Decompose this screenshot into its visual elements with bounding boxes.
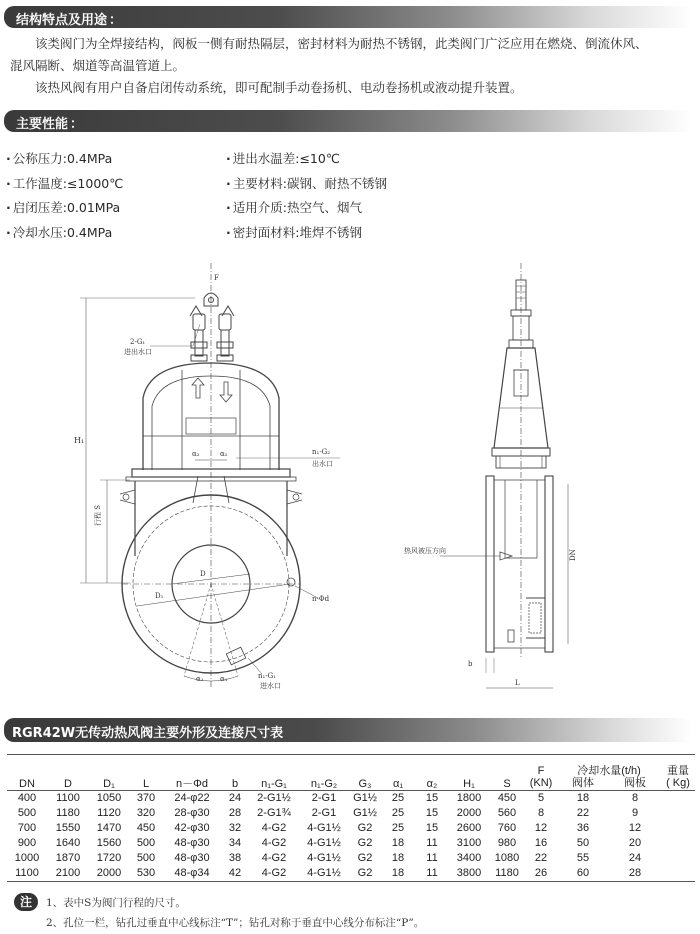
table-cell: 22 xyxy=(576,806,590,819)
label-stroke-S: 行程 S xyxy=(94,504,102,526)
label-DN: DN xyxy=(569,549,577,561)
performance-item: · 公称压力:0.4MPa xyxy=(6,147,123,172)
performance-item: · 适用介质:热空气、烟气 xyxy=(226,196,387,221)
sub-header: 阀板 xyxy=(624,776,646,789)
col-header: L xyxy=(142,777,150,790)
label-D: D xyxy=(200,570,206,578)
label-L: L xyxy=(515,679,520,687)
col-header: D xyxy=(64,777,72,790)
table-cell: 2000 xyxy=(456,806,482,819)
col-header: α₂ xyxy=(426,777,438,790)
table-cell: 2-G1¾ xyxy=(257,806,291,819)
label-F: F xyxy=(214,274,219,282)
table-cell: 42 xyxy=(228,866,242,879)
performance-left-column xyxy=(6,147,123,245)
table-header-bar xyxy=(4,718,692,742)
table-cell: 18 xyxy=(391,866,405,879)
table-cell: 1870 xyxy=(55,851,81,864)
col-header: G₃ xyxy=(358,777,372,790)
performance-item: · 进出水温差:≤10℃ xyxy=(226,147,387,172)
table-cell: 4-G1½ xyxy=(307,821,341,834)
note-badge: 注 xyxy=(14,893,38,911)
table-cell: 11 xyxy=(426,851,438,864)
table-cell: 34 xyxy=(228,836,242,849)
table-cell: 3800 xyxy=(456,866,482,879)
table-cell: 48-φ30 xyxy=(174,851,210,864)
performance-item: · 密封面材料:堆焊不锈钢 xyxy=(226,221,387,246)
table-cell: 25 xyxy=(391,791,405,804)
section-colon: ： xyxy=(70,117,85,132)
table-cell: 4-G1½ xyxy=(307,866,341,879)
table-cell: 2-G1 xyxy=(311,806,337,819)
label-H1: H₁ xyxy=(74,436,85,445)
structure-paragraph-2 xyxy=(10,77,690,99)
valve-technical-drawing xyxy=(0,258,700,708)
table-cell: 1180 xyxy=(56,806,80,819)
table-cell: 1550 xyxy=(55,821,81,834)
table-cell: 2-G1 xyxy=(311,791,337,804)
table-cell: G2 xyxy=(357,821,373,834)
table-cell: 500 xyxy=(136,851,156,864)
note-line-2: 2、孔位一栏，钻孔过垂直中心线标注“T”；钻孔对称于垂直中心线分布标注“P”。 xyxy=(46,917,425,929)
table-cell: 370 xyxy=(136,791,156,804)
table-cell: 8 xyxy=(537,806,545,819)
table-cell: 25 xyxy=(391,821,405,834)
table-cell: 48-φ30 xyxy=(174,836,210,849)
label-n1-G2: n₁-G₂ xyxy=(312,448,331,456)
table-cell: 1120 xyxy=(97,806,121,819)
table-cell: 320 xyxy=(136,806,156,819)
paragraph-line: 该类阀门为全焊接结构，阀板一侧有耐热隔层，密封材料为耐热不锈钢，此类阀门广泛应用在燃烧、倒流休风、 xyxy=(35,36,648,51)
col-header: α₁ xyxy=(392,777,404,790)
table-cell: 50 xyxy=(576,836,590,849)
table-cell: 32 xyxy=(228,821,242,834)
table-cell: 450 xyxy=(136,821,156,834)
table-cell: 4-G2 xyxy=(261,836,287,849)
table-cell: 2000 xyxy=(96,866,122,879)
table-cell: 9 xyxy=(631,806,639,819)
col-header: H₁ xyxy=(463,777,475,790)
table-cell: 26 xyxy=(534,866,548,879)
col-header: F xyxy=(537,764,545,777)
paragraph-line: 该热风阀有用户自备启闭传动系统，即可配制手动卷扬机、电动卷扬机或液动提升装置。 xyxy=(35,80,523,95)
label-inlet-outlet: 进出水口 xyxy=(124,348,152,356)
table-cell: 48-φ34 xyxy=(174,866,210,879)
table-row xyxy=(7,806,695,821)
table-cell: 11 xyxy=(426,866,438,879)
structure-paragraph-1-cont xyxy=(10,55,690,77)
table-cell: 980 xyxy=(497,836,517,849)
table-cell: G1½ xyxy=(353,791,377,804)
label-b: b xyxy=(468,660,473,668)
label-hot-air-direction: 热风被压方向 xyxy=(404,547,446,555)
table-cell: 28 xyxy=(628,866,642,879)
label-outlet: 出水口 xyxy=(312,460,333,468)
table-cell: 18 xyxy=(391,851,405,864)
table-title: RGR42W无传动热风阀主要外形及连接尺寸表 xyxy=(12,726,284,741)
table-cell: 4-G2 xyxy=(261,821,287,834)
label-alpha1-left: α₁ xyxy=(196,675,204,683)
table-row xyxy=(7,790,695,806)
paragraph-line: 混风隔断、烟道等高温管道上。 xyxy=(10,58,186,73)
table-cell: 28 xyxy=(228,806,242,819)
table-cell: 36 xyxy=(576,821,590,834)
col-header: S xyxy=(503,777,511,790)
table-cell: 450 xyxy=(497,791,517,804)
front-view xyxy=(74,263,340,690)
side-view xyxy=(404,263,577,688)
table-cell: G2 xyxy=(357,836,373,849)
label-2-G1: 2-G₁ xyxy=(130,338,146,346)
table-cell: G1½ xyxy=(353,806,377,819)
table-row xyxy=(7,821,695,836)
table-cell: 1050 xyxy=(96,791,122,804)
table-cell: 500 xyxy=(17,806,37,819)
table-cell: 760 xyxy=(497,821,517,834)
performance-item: · 工作温度:≤1000℃ xyxy=(6,172,123,197)
table-cell: 1100 xyxy=(15,866,39,879)
table-cell: 60 xyxy=(576,866,590,879)
label-n-phi-d: n-Φd xyxy=(312,595,330,603)
section-title: 主要性能 xyxy=(16,117,69,132)
table-cell: 16 xyxy=(534,836,548,849)
table-cell: 4-G1½ xyxy=(307,851,341,864)
table-cell: 12 xyxy=(628,821,642,834)
table-cell: 24 xyxy=(228,791,242,804)
table-cell: G2 xyxy=(357,851,373,864)
section-title: 结构特点及用途 xyxy=(16,13,108,28)
table-cell: 20 xyxy=(628,836,642,849)
table-cell: 4-G1½ xyxy=(307,836,341,849)
table-cell: G2 xyxy=(357,866,373,879)
dimension-table xyxy=(7,754,695,882)
table-cell: 5 xyxy=(537,791,545,804)
table-cell: 530 xyxy=(136,866,156,879)
table-cell: 12 xyxy=(534,821,548,834)
structure-paragraph-1 xyxy=(10,33,690,55)
col-header: D₁ xyxy=(103,777,115,790)
table-cell: 1080 xyxy=(494,851,520,864)
table-row xyxy=(7,866,695,882)
table-cell: 24-φ22 xyxy=(174,791,210,804)
table-cell: 15 xyxy=(425,821,439,834)
table-cell: 3100 xyxy=(456,836,482,849)
note-line-1: 1、表中S为阀门行程的尺寸。 xyxy=(46,897,186,909)
table-cell: 700 xyxy=(17,821,37,834)
table-cell: 4-G2 xyxy=(261,851,287,864)
table-cell: 1560 xyxy=(96,836,122,849)
table-cell: 900 xyxy=(17,836,37,849)
table-cell: 2600 xyxy=(456,821,482,834)
table-cell: 42-φ30 xyxy=(174,821,210,834)
table-cell: 28-φ30 xyxy=(174,806,210,819)
label-alpha2-right: α₂ xyxy=(220,450,228,458)
table-cell: 1470 xyxy=(96,821,122,834)
sub-header: 阀体 xyxy=(572,776,594,789)
table-cell: 11 xyxy=(426,836,438,849)
table-cell: 22 xyxy=(534,851,548,864)
label-alpha1-right: α₁ xyxy=(220,675,228,683)
table-cell: 4-G2 xyxy=(261,866,287,879)
col-header: n₁-G₁ xyxy=(261,777,287,790)
section-colon: ： xyxy=(109,13,124,28)
label-n1-G1: n₁-G₁ xyxy=(258,672,277,680)
table-cell: 2100 xyxy=(55,866,81,879)
label-alpha2-left: α₂ xyxy=(192,450,200,458)
performance-item: · 启闭压差:0.01MPa xyxy=(6,196,123,221)
section-header-structure xyxy=(4,6,692,28)
table-cell: 25 xyxy=(391,806,405,819)
table-cell: 1800 xyxy=(456,791,482,804)
sub-header: ( Kg) xyxy=(666,776,690,789)
col-header: b xyxy=(231,777,239,790)
label-inlet: 进水口 xyxy=(260,682,281,690)
table-cell: 3400 xyxy=(456,851,482,864)
col-header: n－Φd xyxy=(175,777,208,790)
table-cell: 1000 xyxy=(14,851,40,864)
table-cell: 38 xyxy=(228,851,242,864)
table-cell: 400 xyxy=(17,791,37,804)
table-cell: 15 xyxy=(425,791,439,804)
table-cell: 2-G1½ xyxy=(257,791,291,804)
sub-header: (KN) xyxy=(529,776,553,789)
table-cell: 24 xyxy=(628,851,642,864)
table-row xyxy=(7,851,695,866)
table-cell: 18 xyxy=(391,836,405,849)
col-header: n₁-G₂ xyxy=(310,777,338,790)
performance-item: · 主要材料:碳钢、耐热不锈钢 xyxy=(226,172,387,197)
table-cell: 55 xyxy=(576,851,590,864)
col-header: 冷却水量(t/h) xyxy=(577,764,641,777)
col-header: DN xyxy=(19,777,35,790)
section-header-performance xyxy=(4,110,692,132)
table-cell: 1180 xyxy=(495,866,519,879)
table-cell: 8 xyxy=(631,791,639,804)
performance-item: · 冷却水压:0.4MPa xyxy=(6,221,123,246)
performance-right-column xyxy=(226,147,387,245)
table-cell: 15 xyxy=(425,806,439,819)
table-cell: 560 xyxy=(497,806,517,819)
col-header: 重量 xyxy=(667,764,689,777)
table-row xyxy=(7,836,695,851)
table-cell: 18 xyxy=(576,791,590,804)
table-cell: 1640 xyxy=(55,836,81,849)
table-cell: 1720 xyxy=(96,851,122,864)
label-D1: D₁ xyxy=(155,592,164,600)
table-cell: 500 xyxy=(136,836,156,849)
table-cell: 1100 xyxy=(56,791,80,804)
